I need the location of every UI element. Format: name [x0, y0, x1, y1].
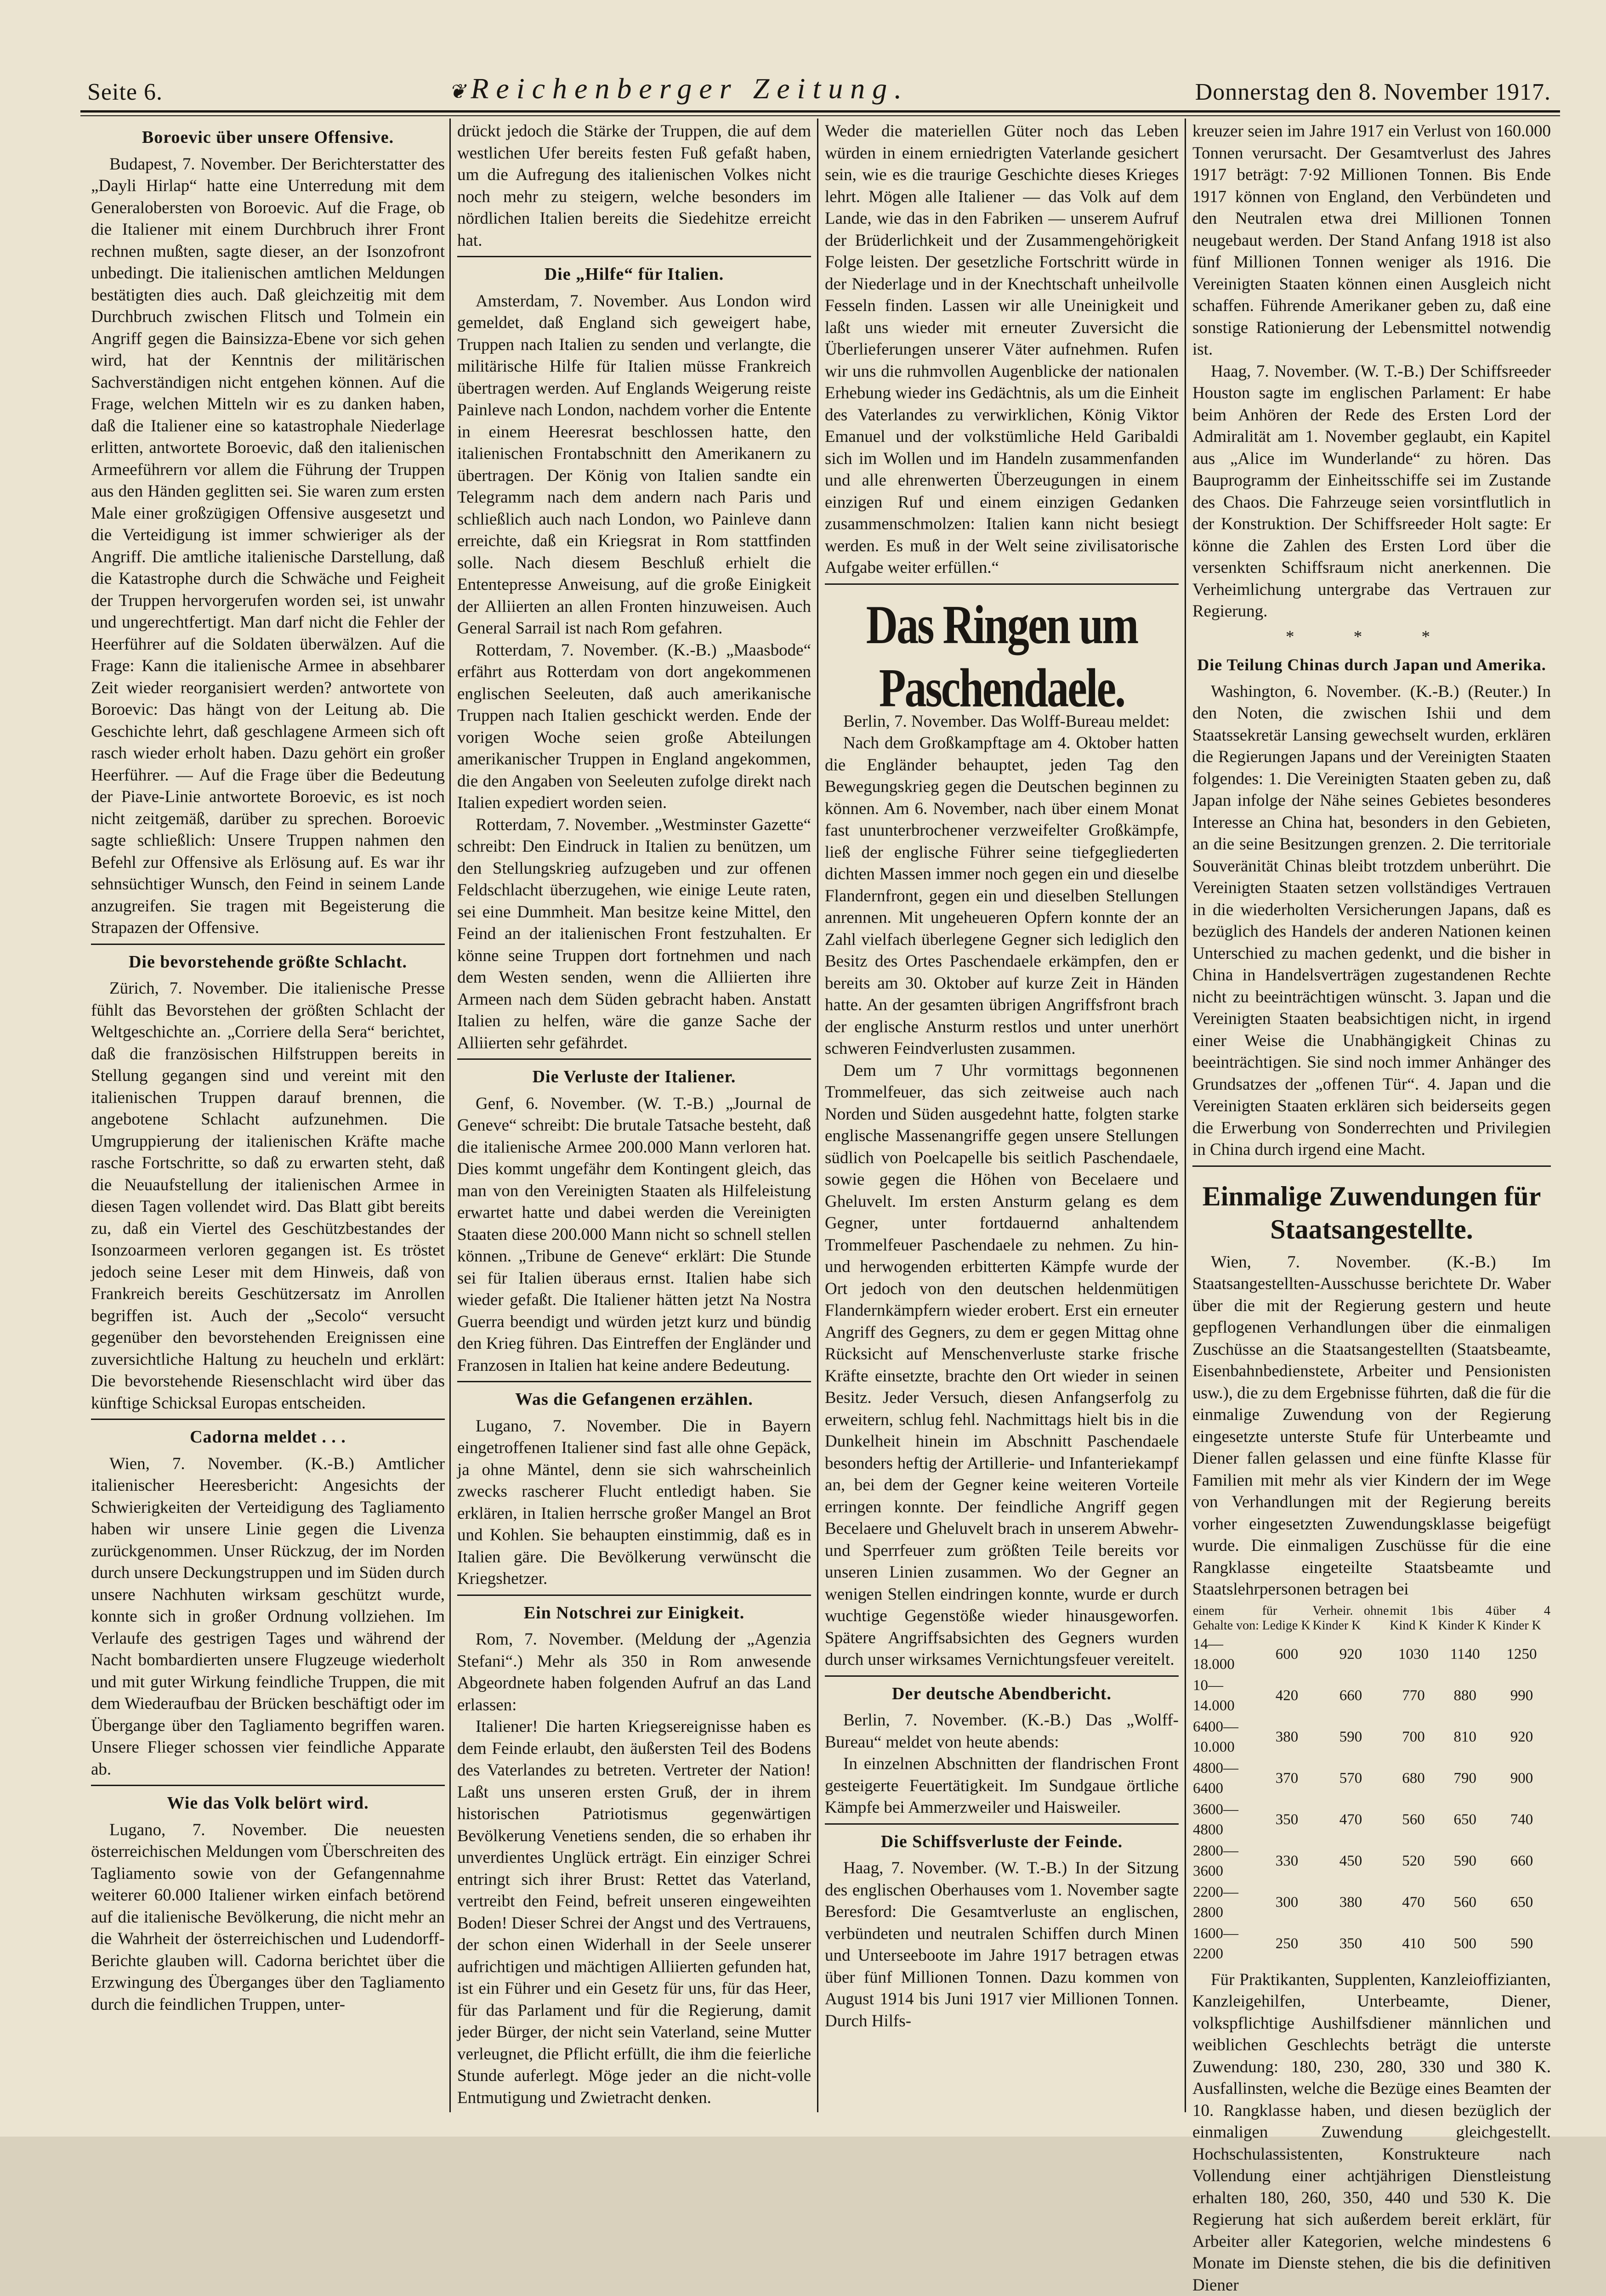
article-divider: [457, 1381, 811, 1382]
column-1: [91, 120, 445, 2109]
article-heading: Der deutsche Abendbericht.: [825, 1683, 1179, 1705]
article-heading: Wie das Volk belört wird.: [91, 1793, 445, 1815]
article-divider: [457, 1058, 811, 1060]
table-cell: 740: [1493, 1799, 1551, 1840]
article-paragraph: Italiener! Die harten Kriegsereignisse haben es dem Feinde erlaubt, den äußersten Teil des Bodens des Vaterlandes zu betreten. Vertreter der Nation! Laßt uns unseren ersten Gruß, der in ihrem historischen Patriotismus gegenwärtigen Bevölkerung Venetiens senden, die so erhaben ihr unverdientes Unglück erträgt. Ein einziger Schrei entringt sich ihrer Brust: Rettet das Vaterland, vertreibt den Feind, befreit unseren eingeweihten Boden! Dieser Schrei der Angst und des Vertrauens, der schon einen Widerhall in der Seele unserer aufrichtigen und mächtigen Alliierten gefunden hat, ist ein Führer und ein Gesetz für uns, für das Heer, für das Parlament und für die Regierung, damit jeder Bürger, der nicht sein Vaterland, seine Mutter verleugnet, die Pflicht erfüllt, die ihm die feierliche Stunde auferlegt. Möge jeder an die nicht-volle Entmutigung und Zwietracht denken.: [457, 1716, 811, 2109]
table-cell: 1140: [1438, 1634, 1493, 1675]
article-paragraph: Wien, 7. November. (K.-B.) Im Staatsangestellten-Ausschusse berichtete Dr. Waber über die mit der Regierung gestern und heute gepflogenen Verhandlungen über die einmaligen Zuschüsse an die Staatsangestellten (Staatsbeamte, Eisenbahnbedienstete, Arbeiter und Pensionisten usw.), die zu dem Ergebnisse führten, daß die für die einmalige Zuwendung von der Regierung eingesetzte unterste Stufe für Unterbeamte und Diener fallen gelassen und eine fünfte Klasse für Familien mit mehr als vier Kindern der im Wege von Verhandlungen mit der Regierung bereits vorher eingesetzten Zuwendungsklasse beigefügt wurde. Die einmaligen Zuschüsse für die eine Rangklasse eingeteilte Staatsbeamte und Staatslehrpersonen betragen bei: [1192, 1251, 1551, 1600]
table-cell: 880: [1438, 1675, 1493, 1716]
column-rule: [817, 119, 818, 2112]
article-heading: Was die Gefangenen erzählen.: [457, 1389, 811, 1411]
table-cell: 900: [1493, 1758, 1551, 1799]
article-paragraph: Dem um 7 Uhr vormittags begonnenen Trommelfeuer, das sich zeitweise auch nach Norden und Süden ausgedehnt hatte, folgten starke englische Massenangriffe gegen unsere Stellungen südlich von Poelcapelle bis seitlich Paschendaele, sowie gegen die Höhen von Becelaere und Gheluvelt. Im ersten Ansturm gelang es dem Gegner, unter fortdauernd anhaltendem Trommelfeuer Paschendaele zu nehmen. Zu hin- und herwogenden erbitterten Kämpfe wurde der Ort jedoch von den deutschen heldenmütigen Flandernkämpfern wieder erobert. Erst ein erneuter Angriff des Gegners, zu dem er gegen Mittag ohne Rücksicht auf Menschenverluste starke frische Kräfte einsetzte, brachte den Ort wieder in seinen Besitz. Jeder Versuch, diesen Anfangserfolg zu erweitern, schlug fehl. Nachmittags hielt bis in die Dunkelheit hinein im Abschnitt Paschendaele besonders heftig der Artillerie- und Infanteriekampf an, bei dem der Gegner keine weiteren Vorteile erringen konnte. Der feindliche Angriff gegen Becelaere und Gheluvelt brach in unserem Abwehr- und Sperrfeuer zum größten Teile bereits vor unseren Linien zusammen. Wo der Gegner an wenigen Stellen eindringen konnte, wurde er durch wuchtige Gegenstöße wieder hinausgeworfen. Spätere Angriffsabsichten des Gegners wurden durch unser wirksames Vernichtungsfeuer vereitelt.: [825, 1060, 1179, 1671]
article-paragraph: Lugano, 7. November. Die in Bayern eingetroffenen Italiener sind fast alle ohne Gepäck, ja ohne Mäntel, denn sie sich wahrscheinlich zwecks rascherer Flucht entledigt haben. Sie erklären, in Italien herrsche großer Mangel an Brot und Kohlen. Sie behaupten einstimmig, daß es in Italien gäre. Die Bevölkerung verwünscht die Kriegshetzer.: [457, 1415, 811, 1590]
table-header: einem Gehalte von:: [1192, 1603, 1262, 1634]
article-paragraph: Genf, 6. November. (W. T.-B.) „Journal de Geneve“ schreibt: Die brutale Tatsache besteht, daß die italienische Armee 200.000 Mann verloren hat. Dies kommt ungefähr dem Kontingent gleich, das man von den Vereinigten Staaten als Hilfeleistung erwartet hatte und dabei werden die Vereinigten Staaten diese 200.000 Mann nicht so schnell stellen können. „Tribune de Geneve“ erklärt: Die Stunde sei für Italien überaus ernst. Italien habe sich wieder gefaßt. Die Italiener hätten jetzt Na Nostra Guerra beendigt und würden jetzt kurz und bündig den Krieg führen. Das Eintreffen der Engländer und Franzosen in Italien hat keine andere Bedeutung.: [457, 1093, 811, 1377]
table-cell: 920: [1493, 1716, 1551, 1758]
article-divider: [457, 1595, 811, 1596]
table-cell: 990: [1493, 1675, 1551, 1716]
issue-date: Donnerstag den 8. November 1917.: [1195, 79, 1551, 106]
article-paragraph: Washington, 6. November. (K.-B.) (Reuter.) In den Noten, die zwischen Ishii und dem Staatssekretär Lansing gewechselt wurden, erklären die Regierungen Japans und der Vereinigten Staaten folgendes: 1. Die Vereinigten Staaten geben zu, daß Japan infolge der Nähe seines Gebietes besonderes Interesse an China hat, besonders in den Gebieten, an die seine Besitzungen grenzen. 2. Die territoriale Souveränität Chinas bleibt trotzdem unberührt. Die Vereinigten Staaten setzen vollständiges Vertrauen in die wiederholten Versicherungen Japans, daß es bezüglich des Handels der anderen Nationen keinen Unterschied zu machen gedenkt, und die bisher in China in Handelsverträgen zugestandenen Rechte nicht zu beeinträchtigen wünscht. 3. Japan und die Vereinigten Staaten beabsichtigen nicht, in irgend einer Weise die Unabhängigkeit Chinas zu beeinträchtigen. Sie sind noch immer Anhänger des Grundsatzes der „offenen Tür“. 4. Japan und die Vereinigten Staaten erklären sich beiderseits gegen die Erwerbung von Sonderrechten und Privilegien in China durch irgend eine Macht.: [1192, 681, 1551, 1161]
article-paragraph: Rotterdam, 7. November. (K.-B.) „Maasbode“ erfährt aus Rotterdam von dort angekommenen englischen Seeleuten, daß auch amerikanische Truppen nach Italien geschickt werden. Ende der vorigen Woche seien große Abteilungen amerikanischer Truppen in England angekommen, die den Angaben von Seeleuten zufolge direkt nach Italien expediert worden seien.: [457, 639, 811, 814]
article-paragraph: Lugano, 7. November. Die neuesten österreichischen Meldungen vom Überschreiten des Tagliamento sowie von der Gefangennahme weiterer 60.000 Italiener wirken einfach betörend auf die italienische Bevölkerung, die nicht mehr an die Wahrheit der österreichischen und Ludendorff-Berichte glauben will. Cadorna berichtet über die Erzwingung des Überganges über den Tagliamento durch die feindlichen Truppen, unter-: [91, 1819, 445, 2016]
article-divider: [457, 256, 811, 257]
article-paragraph: In einzelnen Abschnitten der flandrischen Front gesteigerte Feuertätigkeit. Im Sundgaue örtliche Kämpfe bei Ammerzweiler und Haisweiler.: [825, 1753, 1179, 1819]
article-divider: [91, 1419, 445, 1420]
article-paragraph: Weder die materiellen Güter noch das Leben würden in einem erniedrigten Vaterlande gesichert sein, wie es die traurige Geschichte dieses Krieges lehrt. Mögen alle Italiener — das Volk auf dem Lande, wie das in den Fabriken — unserem Aufruf der Brüderlichkeit und der Zusammengehörigkeit Folge leisten. Der gesetzliche Fortschritt würde in der Niederlage und in der Knechtschaft unheilvolle Fesseln finden. Lassen wir alle Uneinigkeit und laßt uns wieder mit erneuter Zuversicht die Überlieferungen unserer Väter aufnehmen. Rufen wir uns die ruhmvollen Augenblicke der nationalen Erhebung wieder ins Gedächtnis, als um die Einheit des Vaterlandes zu verwirklichen, König Viktor Emanuel und der volkstümliche Held Garibaldi sich im Wollen und im Handeln zusammenfanden und alle ehrenwerten Überzeugungen in einem einzigen Ruf und einem einzigen Gedanken zusammenschmolzen: Italien kann nicht besiegt werden. Es muß in der Welt seine zivilisatorische Aufgabe weiter erfüllen.“: [825, 120, 1179, 579]
table-cell: 250: [1262, 1923, 1312, 1964]
article-heading: Die Schiffsverluste der Feinde.: [825, 1831, 1179, 1853]
table-cell: 470: [1312, 1799, 1389, 1840]
page-number: Seite 6.: [87, 79, 163, 106]
salary-table-body: [1192, 1634, 1551, 1964]
table-cell: 4800— 6400: [1192, 1758, 1262, 1799]
table-header-row: [1192, 1603, 1551, 1634]
article-heading: Cadorna meldet . . .: [91, 1426, 445, 1448]
article-paragraph: Rotterdam, 7. November. „Westminster Gazette“ schreibt: Den Eindruck in Italien zu benützen, um den Stellungskrieg aufzugeben und zur offenen Feldschlacht überzugehen, wie einige Leute raten, sei eine Dummheit. Man besitze keine Mittel, den Feind an der italienischen Front festzuhalten. Er könne seine Truppen dort fortnehmen und nach dem Westen senden, wenn die Alliierten ihre Armeen nach dem Süden gebracht haben. Anstatt Italien zu helfen, wäre die ganze Sache der Alliierten sehr gefährdet.: [457, 814, 811, 1054]
table-row: [1192, 1882, 1551, 1923]
table-cell: 660: [1312, 1675, 1389, 1716]
table-row: [1192, 1634, 1551, 1675]
main-headline: Das Ringen um Paschendaele.: [825, 593, 1179, 735]
table-cell: 590: [1438, 1840, 1493, 1882]
column-rule: [449, 119, 451, 2112]
article-paragraph: Haag, 7. November. (W. T.-B.) Der Schiffsreeder Houston sagte im englischen Parlament: Er habe beim Anhören der Rede des Ersten Lord der Admiralität am 1. November geglaubt, ein Kapitel aus „Alice im Wunderlande“ zu hören. Das Bauprogramm der Einheitsschiffe sei im Zustande des Chaos. Die Fahrzeuge seien vorsintflutlich in der Konstruktion. Der Schiffsreeder Holt sagte: Er könne die Zahlen des Ersten Lord über die versenkten Schiffsraum nicht anerkennen. Die Verheimlichung untergrabe das Vertrauen zur Regierung.: [1192, 361, 1551, 622]
table-row: [1192, 1923, 1551, 1964]
table-row: [1192, 1716, 1551, 1758]
article-paragraph: Zürich, 7. November. Die italienische Presse fühlt das Bevorstehen der größten Schlacht der Weltgeschichte an. „Corriere della Sera“ berichtet, daß die französischen Hilfstruppen bereits in Stellung gegangen sind und vereint mit den italienischen Truppen darauf brennen, die angebotene Schlacht aufzunehmen. Die Umgruppierung der italienischen Kräfte mache rasche Fortschritte, so daß zu erwarten steht, daß die Neuaufstellung der italienischen Armee in diesen Tagen vollendet wird. Das Blatt gibt bereits zu, daß ein Viertel des Geschützbestandes der Isonzoarmeen verloren gegangen ist. Es tröstet jedoch seine Leser mit dem Hinweis, daß von Frankreich bereits Geschützersatz im Anrollen begriffen ist. Auch der „Secolo“ versucht gegenüber den bevorstehenden Ereignissen eine zuversichtliche Haltung zu heucheln und erklärt: Die bevorstehende Riesenschlacht wird über das künftige Schicksal Europas entscheiden.: [91, 978, 445, 1414]
article-divider: [825, 583, 1179, 585]
table-cell: 10—14.000: [1192, 1675, 1262, 1716]
salary-table: [1192, 1603, 1551, 1964]
article-heading: Die Teilung Chinas durch Japan und Amerika.: [1192, 654, 1551, 676]
newspaper-title: ❦ Reichenberger Zeitung.: [448, 72, 909, 106]
table-cell: 1600— 2200: [1192, 1923, 1262, 1964]
table-cell: 590: [1493, 1923, 1551, 1964]
article-paragraph: Budapest, 7. November. Der Berichterstatter des „Dayli Hirlap“ hatte eine Unterredung mit dem Generalobersten von Boroevic. Auf die Frage, ob die Italiener mit einem Durchbruch ihrer Front rechnen mußten, sagte dieser, an der Isonzofront unbedingt. Die italienischen amtlichen Meldungen bestätigten dies auch. Daß gleichzeitig mit dem Durchbruch zwischen Flitsch und Tolmein ein Angriff gegen die Bainsizza-Ebene vor sich gehen wird, hat der Kenntnis der militärischen Sachverständigen nicht entgehen können. Auf die Frage, welchen Mitteln wir es zu danken haben, daß die Italiener eine so katastrophale Niederlage erlitten, antwortete Boroevic, daß den italienischen Armeeführern vor allem die Führung der Truppen aus den Händen geglitten sei. Sie waren zum ersten Male einer großzügigen Offensive ausgesetzt und die Verteidigung ist immer schwieriger als der Angriff. Die amtliche italienische Darstellung, daß die Katastrophe durch die Schwäche und Feigheit der Truppen hervorgerufen worden sei, ist unwahr und ungerechtfertigt. Man darf nicht die Fehler der Heerführer auf die Soldaten überwälzen. Auf die Frage: Kann die italienische Armee in absehbarer Zeit wieder reorganisiert werden? antwortete von Boroevic: Das hängt von der Leitung ab. Die Geschichte lehrt, daß geschlagene Armeen sich oft rasch wieder erholt haben. Dazu gehört ein großer Heerführer. — Auf die Frage über die Bedeutung der Piave-Linie antwortete Boroevic, es ist noch nicht zeitgemäß, darüber zu sprechen. Boroevic sagte schließlich: Unsere Truppen nahmen den Befehl zur Offensive als Erlösung auf. Es war ihr sehnsüchtiger Wunsch, den Feind in seinem Lande anzugreifen. Sie tragen mit Begeisterung die Strapazen der Offensive.: [91, 153, 445, 939]
table-cell: 650: [1438, 1799, 1493, 1840]
article-heading: Die bevorstehende größte Schlacht.: [91, 951, 445, 973]
column-2: [457, 120, 811, 2109]
table-row: [1192, 1840, 1551, 1882]
table-row: [1192, 1799, 1551, 1840]
article-paragraph: Amsterdam, 7. November. Aus London wird gemeldet, daß England sich geweigert habe, Truppen nach Italien zu senden und verlangte, die militärische Hilfe für Italien müsse Frankreich übertragen werden. Auf Englands Weigerung reiste Painleve nach London, nachdem vorher die Entente in einem Heeresrat beschlossen hatte, den italienischen Frontabschnitt den Amerikanern zu übertragen. Der König von Italien sandte ein Telegramm nach dem andern nach Paris und schließlich auch nach London, wo Painleve dann erreichte, daß ein Kriegsrat in Rom stattfinden solle. Nach diesem Beschluß erhielt die Ententepresse Anweisung, auf die große Einigkeit der Alliierten an allen Fronten hinzuweisen. Auch General Sarrail ist nach Rom gefahren.: [457, 290, 811, 639]
article-heading: Die Verluste der Italiener.: [457, 1066, 811, 1088]
article-heading: Die „Hilfe“ für Italien.: [457, 264, 811, 286]
table-cell: 500: [1438, 1923, 1493, 1964]
article-heading: Boroevic über unsere Offensive.: [91, 127, 445, 149]
table-cell: 810: [1438, 1716, 1493, 1758]
table-cell: 350: [1262, 1799, 1312, 1840]
masthead-rule: [80, 110, 1560, 116]
table-cell: 520: [1389, 1840, 1437, 1882]
table-cell: 770: [1389, 1675, 1437, 1716]
column-4: [1192, 120, 1551, 2109]
table-cell: 790: [1438, 1758, 1493, 1799]
table-cell: 660: [1493, 1840, 1551, 1882]
table-cell: 600: [1262, 1634, 1312, 1675]
table-cell: 470: [1389, 1882, 1437, 1923]
article-paragraph: Rom, 7. November. (Meldung der „Agenzia Stefani“.) Mehr als 350 in Rom anwesende Abgeordnete haben folgenden Aufruf an das Land erlassen:: [457, 1629, 811, 1716]
table-row: [1192, 1758, 1551, 1799]
table-cell: 590: [1312, 1716, 1389, 1758]
table-cell: 330: [1262, 1840, 1312, 1882]
table-cell: 700: [1389, 1716, 1437, 1758]
table-header: bis 4 Kinder K: [1438, 1603, 1493, 1634]
article-paragraph: drückt jedoch die Stärke der Truppen, die auf dem westlichen Ufer bereits festen Fuß gefaßt haben, um die Aufregung des italienischen Volkes nicht noch mehr zu steigern, welche besonders im nördlichen Italien bereits die Siedehitze erreicht hat.: [457, 120, 811, 251]
table-cell: 560: [1438, 1882, 1493, 1923]
table-cell: 1030: [1389, 1634, 1437, 1675]
table-cell: 3600— 4800: [1192, 1799, 1262, 1840]
article-paragraph: kreuzer seien im Jahre 1917 ein Verlust von 160.000 Tonnen verursacht. Der Gesamtverlust des Jahres 1917 beträgt: 7·92 Millionen Tonnen. Bis Ende 1917 können von England, den Verbündeten und den Neutralen etwa drei Millionen Tonnen neugebaut werden. Der Stand Anfang 1918 ist also fünf Millionen Tonnen weniger als 1916. Die Vereinigten Staaten können einen Ausgleich nicht schaffen. Führende Amerikaner geben zu, daß eine sonstige Rationierung der Lebensmittel notwendig ist.: [1192, 120, 1551, 361]
table-cell: 380: [1262, 1716, 1312, 1758]
table-cell: 680: [1389, 1758, 1437, 1799]
section-separator: * * *: [1192, 626, 1551, 648]
article-paragraph: Haag, 7. November. (W. T.-B.) In der Sitzung des englischen Oberhauses vom 1. November sagte Beresford: Die Gesamtverluste an englischen, verbündeten und neutralen Schiffen durch Minen und Unterseeboote im Jahre 1917 betragen etwas über fünf Millionen Tonnen. Dazu kommen von August 1914 bis Juni 1917 vier Millionen Tonnen. Durch Hilfs-: [825, 1857, 1179, 2032]
article-divider: [825, 1823, 1179, 1825]
article-paragraph: Nach dem Großkampftage am 4. Oktober hatten die Engländer behauptet, jeden Tag den Bewegungskrieg gegen die Deutschen beginnen zu können. Am 6. November, nach über einem Monat fast ununterbrochener verzweifelter Großkämpfe, ließ der englische Führer seine tiefgegliederten dichten Massen immer noch gegen ein und dieselbe Flandernfront, gegen ein und dieselben Stellungen anrennen. Mit ungeheueren Opfern konnte der an Zahl vielfach überlegene Gegner sich lediglich den Besitz des Ortes Paschendaele erkämpfen, den er bereits am 30. Oktober auf kurze Zeit in Händen hatte. An der gesamten übrigen Angriffsfront brach der englische Ansturm restlos und unter unerhört schweren Feindverlusten zusammen.: [825, 732, 1179, 1060]
article-paragraph: Berlin, 7. November. Das Wolff-Bureau meldet:: [825, 711, 1179, 733]
article-heading: Ein Notschrei zur Einigkeit.: [457, 1602, 811, 1624]
table-cell: 450: [1312, 1840, 1389, 1882]
table-cell: 920: [1312, 1634, 1389, 1675]
article-paragraph: Berlin, 7. November. (K.-B.) Das „Wolff-Bureau“ meldet von heute abends:: [825, 1709, 1179, 1753]
table-header: für Ledige K: [1262, 1603, 1312, 1634]
column-rule: [1185, 119, 1186, 2112]
table-cell: 650: [1493, 1882, 1551, 1923]
masthead: [87, 69, 1551, 106]
article-divider: [825, 1675, 1179, 1677]
article-divider: [1192, 1165, 1551, 1167]
article-divider: [91, 944, 445, 945]
table-cell: 2200— 2800: [1192, 1882, 1262, 1923]
table-cell: 420: [1262, 1675, 1312, 1716]
table-cell: 370: [1262, 1758, 1312, 1799]
table-cell: 14—18.000: [1192, 1634, 1262, 1675]
table-header: mit 1 Kind K: [1389, 1603, 1437, 1634]
table-cell: 350: [1312, 1923, 1389, 1964]
table-cell: 380: [1312, 1882, 1389, 1923]
secondary-headline: Einmalige Zuwendungen für Staatsangestellte.: [1192, 1180, 1551, 1246]
article-divider: [91, 1785, 445, 1786]
table-header: über 4 Kinder K: [1493, 1603, 1551, 1634]
table-cell: 2800— 3600: [1192, 1840, 1262, 1882]
table-cell: 560: [1389, 1799, 1437, 1840]
table-row: [1192, 1675, 1551, 1716]
article-paragraph: Für Praktikanten, Supplenten, Kanzleioffizianten, Kanzleigehilfen, Unterbeamte, Diener, volkspflichtige Aushilfsdiener männlichen und weiblichen Geschlechts beträgt die unterste Zuwendung: 180, 230, 280, 330 und 380 K. Ausfallinsten, welche die Bezüge eines Beamten der 10. Rangklasse haben, und diesen bezüglich der einmaligen Zuwendung gleichgestellt. Hochschulassistenten, Konstrukteure nach Vollendung einer achtjährigen Dienstleistung erhalten 180, 260, 350, 440 und 530 K. Die Regierung hat sich außerdem bereit erklärt, für Arbeiter aller Kategorien, welche mindestens 6 Monate im Dienste stehen, die bis die definitiven Diener: [1192, 1969, 1551, 2296]
article-paragraph: Wien, 7. November. (K.-B.) Amtlicher italienischer Heeresbericht: Angesichts der Schwierigkeiten der Verteidigung des Tagliamento haben wir unsere Linie gegen die Livenza zurückgenommen. Unser Rückzug, der im Norden durch unsere Deckungstruppen und im Süden durch unsere Nachhuten wirksam geschützt wurde, konnte sich in großer Ordnung vollziehen. Im Verlaufe des gestrigen Tages und während der Nacht bombardierten unsere Flugzeuge wiederholt und mit guter Wirkung feindliche Truppen, die mit dem Wiederaufbau der Brücken beschäftigt oder im Übergange über den Tagliamento begriffen waren. Unsere Flieger schossen vier feindliche Apparate ab.: [91, 1453, 445, 1781]
table-cell: 570: [1312, 1758, 1389, 1799]
table-header: Verheir. ohne Kinder K: [1312, 1603, 1389, 1634]
table-cell: 410: [1389, 1923, 1437, 1964]
table-cell: 1250: [1493, 1634, 1551, 1675]
table-cell: 6400—10.000: [1192, 1716, 1262, 1758]
table-cell: 300: [1262, 1882, 1312, 1923]
column-3: [825, 120, 1179, 2109]
